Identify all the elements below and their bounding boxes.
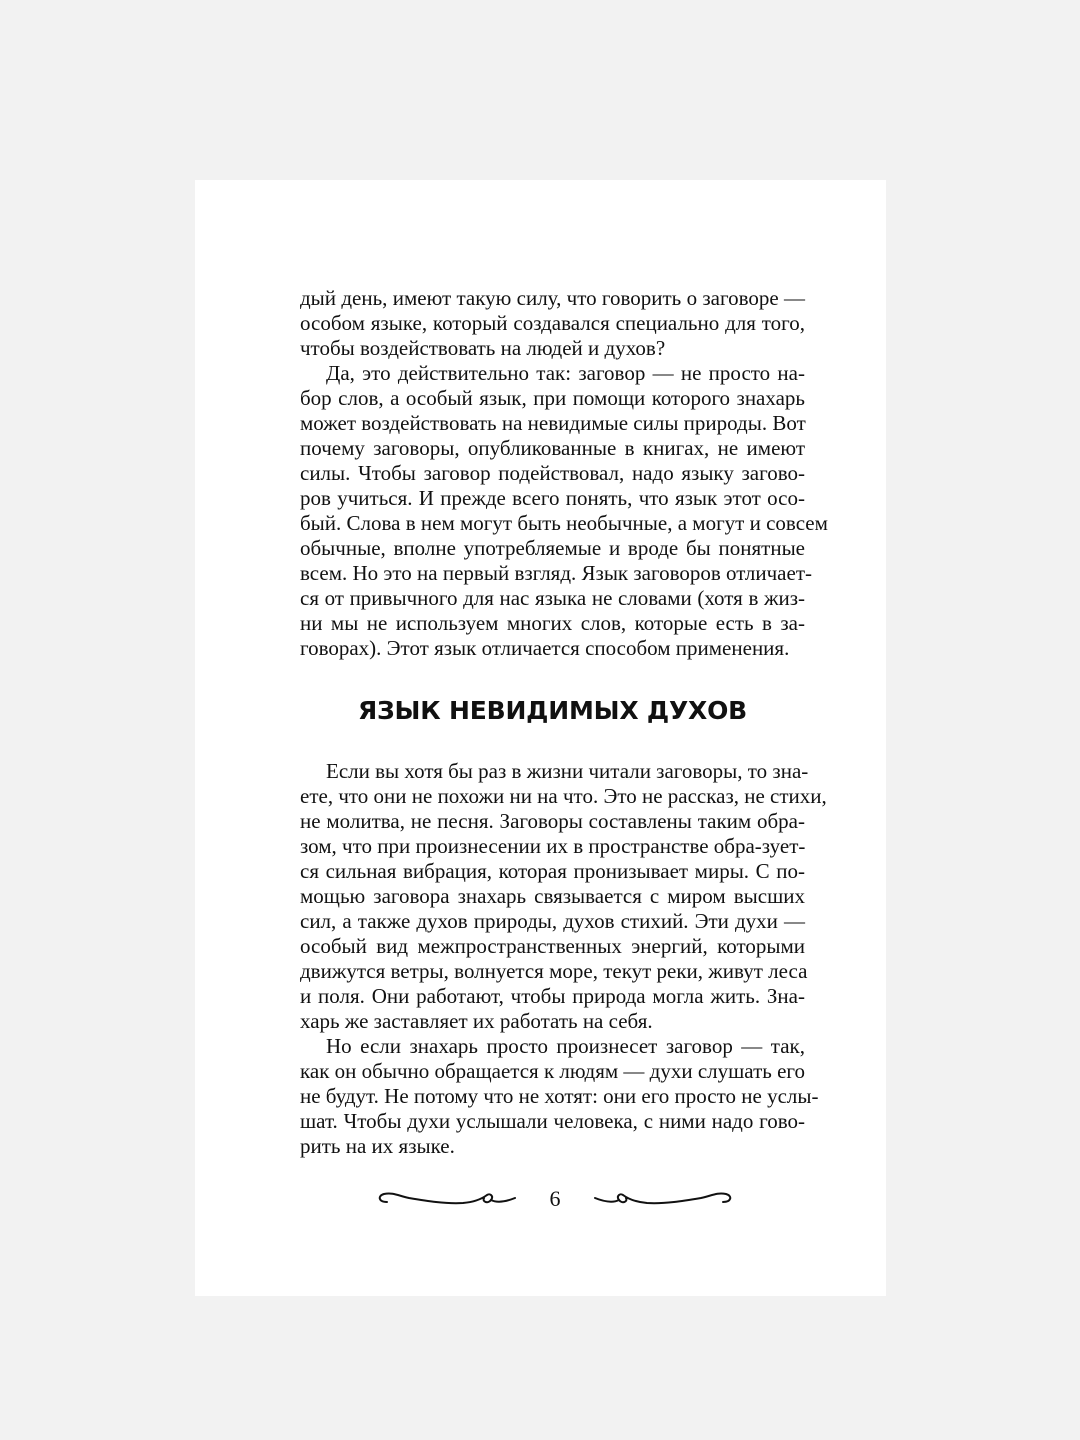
section-heading: ЯЗЫК НЕВИДИМЫХ ДУХОВ	[357, 696, 748, 725]
text-line: мощью заговора знахарь связывается с миром высших	[300, 884, 805, 908]
paragraph-2	[300, 361, 828, 661]
text-line: дый день, имеют такую силу, что говорить о заговоре —	[300, 286, 805, 310]
page-number: 6	[549, 1186, 561, 1211]
text-line: силы. Чтобы заговор подействовал, надо языку загово-	[300, 461, 805, 485]
text-line: бый. Слова в нем могут быть необычные, а могут и совсем	[300, 511, 828, 535]
text-line: бор слов, а особый язык, при помощи которого знахарь	[300, 386, 805, 410]
text-line: может воздействовать на невидимые силы природы. Вот	[300, 411, 806, 435]
book-page	[195, 180, 886, 1296]
text-line: ете, что они не похожи ни на что. Это не рассказ, не стихи,	[300, 784, 827, 808]
text-line: движутся ветры, волнуется море, текут реки, живут леса	[300, 959, 808, 983]
text-line: Да, это действительно так: заговор — не просто на-	[326, 361, 805, 385]
text-line: рить на их языке.	[300, 1134, 455, 1158]
text-line: особый вид межпространственных энергий, которыми	[300, 934, 805, 958]
text-line: зом, что при произнесении их в пространстве обра-зует-	[300, 834, 806, 858]
text-line: как он обычно обращается к людям — духи слушать его	[300, 1059, 805, 1083]
text-line: особом языке, который создавался специально для того,	[300, 311, 805, 335]
text-line: почему заговоры, опубликованные в книгах, не имеют	[300, 436, 805, 460]
text-line: всем. Но это на первый взгляд. Язык заговоров отличает-	[300, 561, 812, 585]
left-flourish-icon	[375, 1184, 525, 1214]
text-line: Если вы хотя бы раз в жизни читали заговоры, то зна-	[326, 759, 809, 783]
paragraph-1	[300, 286, 805, 361]
text-line: сил, а также духов природы, духов стихий. Эти духи —	[300, 909, 805, 933]
text-line: ся от привычного для нас языка не словами (хотя в жиз-	[300, 586, 805, 610]
text-line: харь же заставляет их работать на себя.	[300, 1009, 653, 1033]
text-line: ни мы не используем многих слов, которые есть в за-	[300, 611, 805, 635]
paragraph-3	[300, 759, 827, 1034]
text-line: обычные, вполне употребляемые и вроде бы понятные	[300, 536, 805, 560]
page-text	[300, 286, 828, 1159]
text-line: Но если знахарь просто произнесет заговор — так,	[326, 1034, 805, 1058]
text-line: говорах). Этот язык отличается способом применения.	[300, 636, 790, 660]
text-line: не молитва, не песня. Заговоры составлены таким обра-	[300, 809, 805, 833]
text-line: шат. Чтобы духи услышали человека, с ними надо гово-	[300, 1109, 805, 1133]
text-line: ся сильная вибрация, которая пронизывает миры. С по-	[300, 859, 805, 883]
text-line: и поля. Они работают, чтобы природа могла жить. Зна-	[300, 984, 805, 1008]
text-line: ров учиться. И прежде всего понять, что язык этот осо-	[300, 486, 805, 510]
paragraph-4	[300, 1034, 819, 1159]
text-line: чтобы воздействовать на людей и духов?	[300, 336, 666, 360]
page-footer	[375, 1184, 735, 1214]
text-line: не будут. Не потому что не хотят: они его просто не услы-	[300, 1084, 819, 1108]
right-flourish-icon	[585, 1184, 735, 1214]
